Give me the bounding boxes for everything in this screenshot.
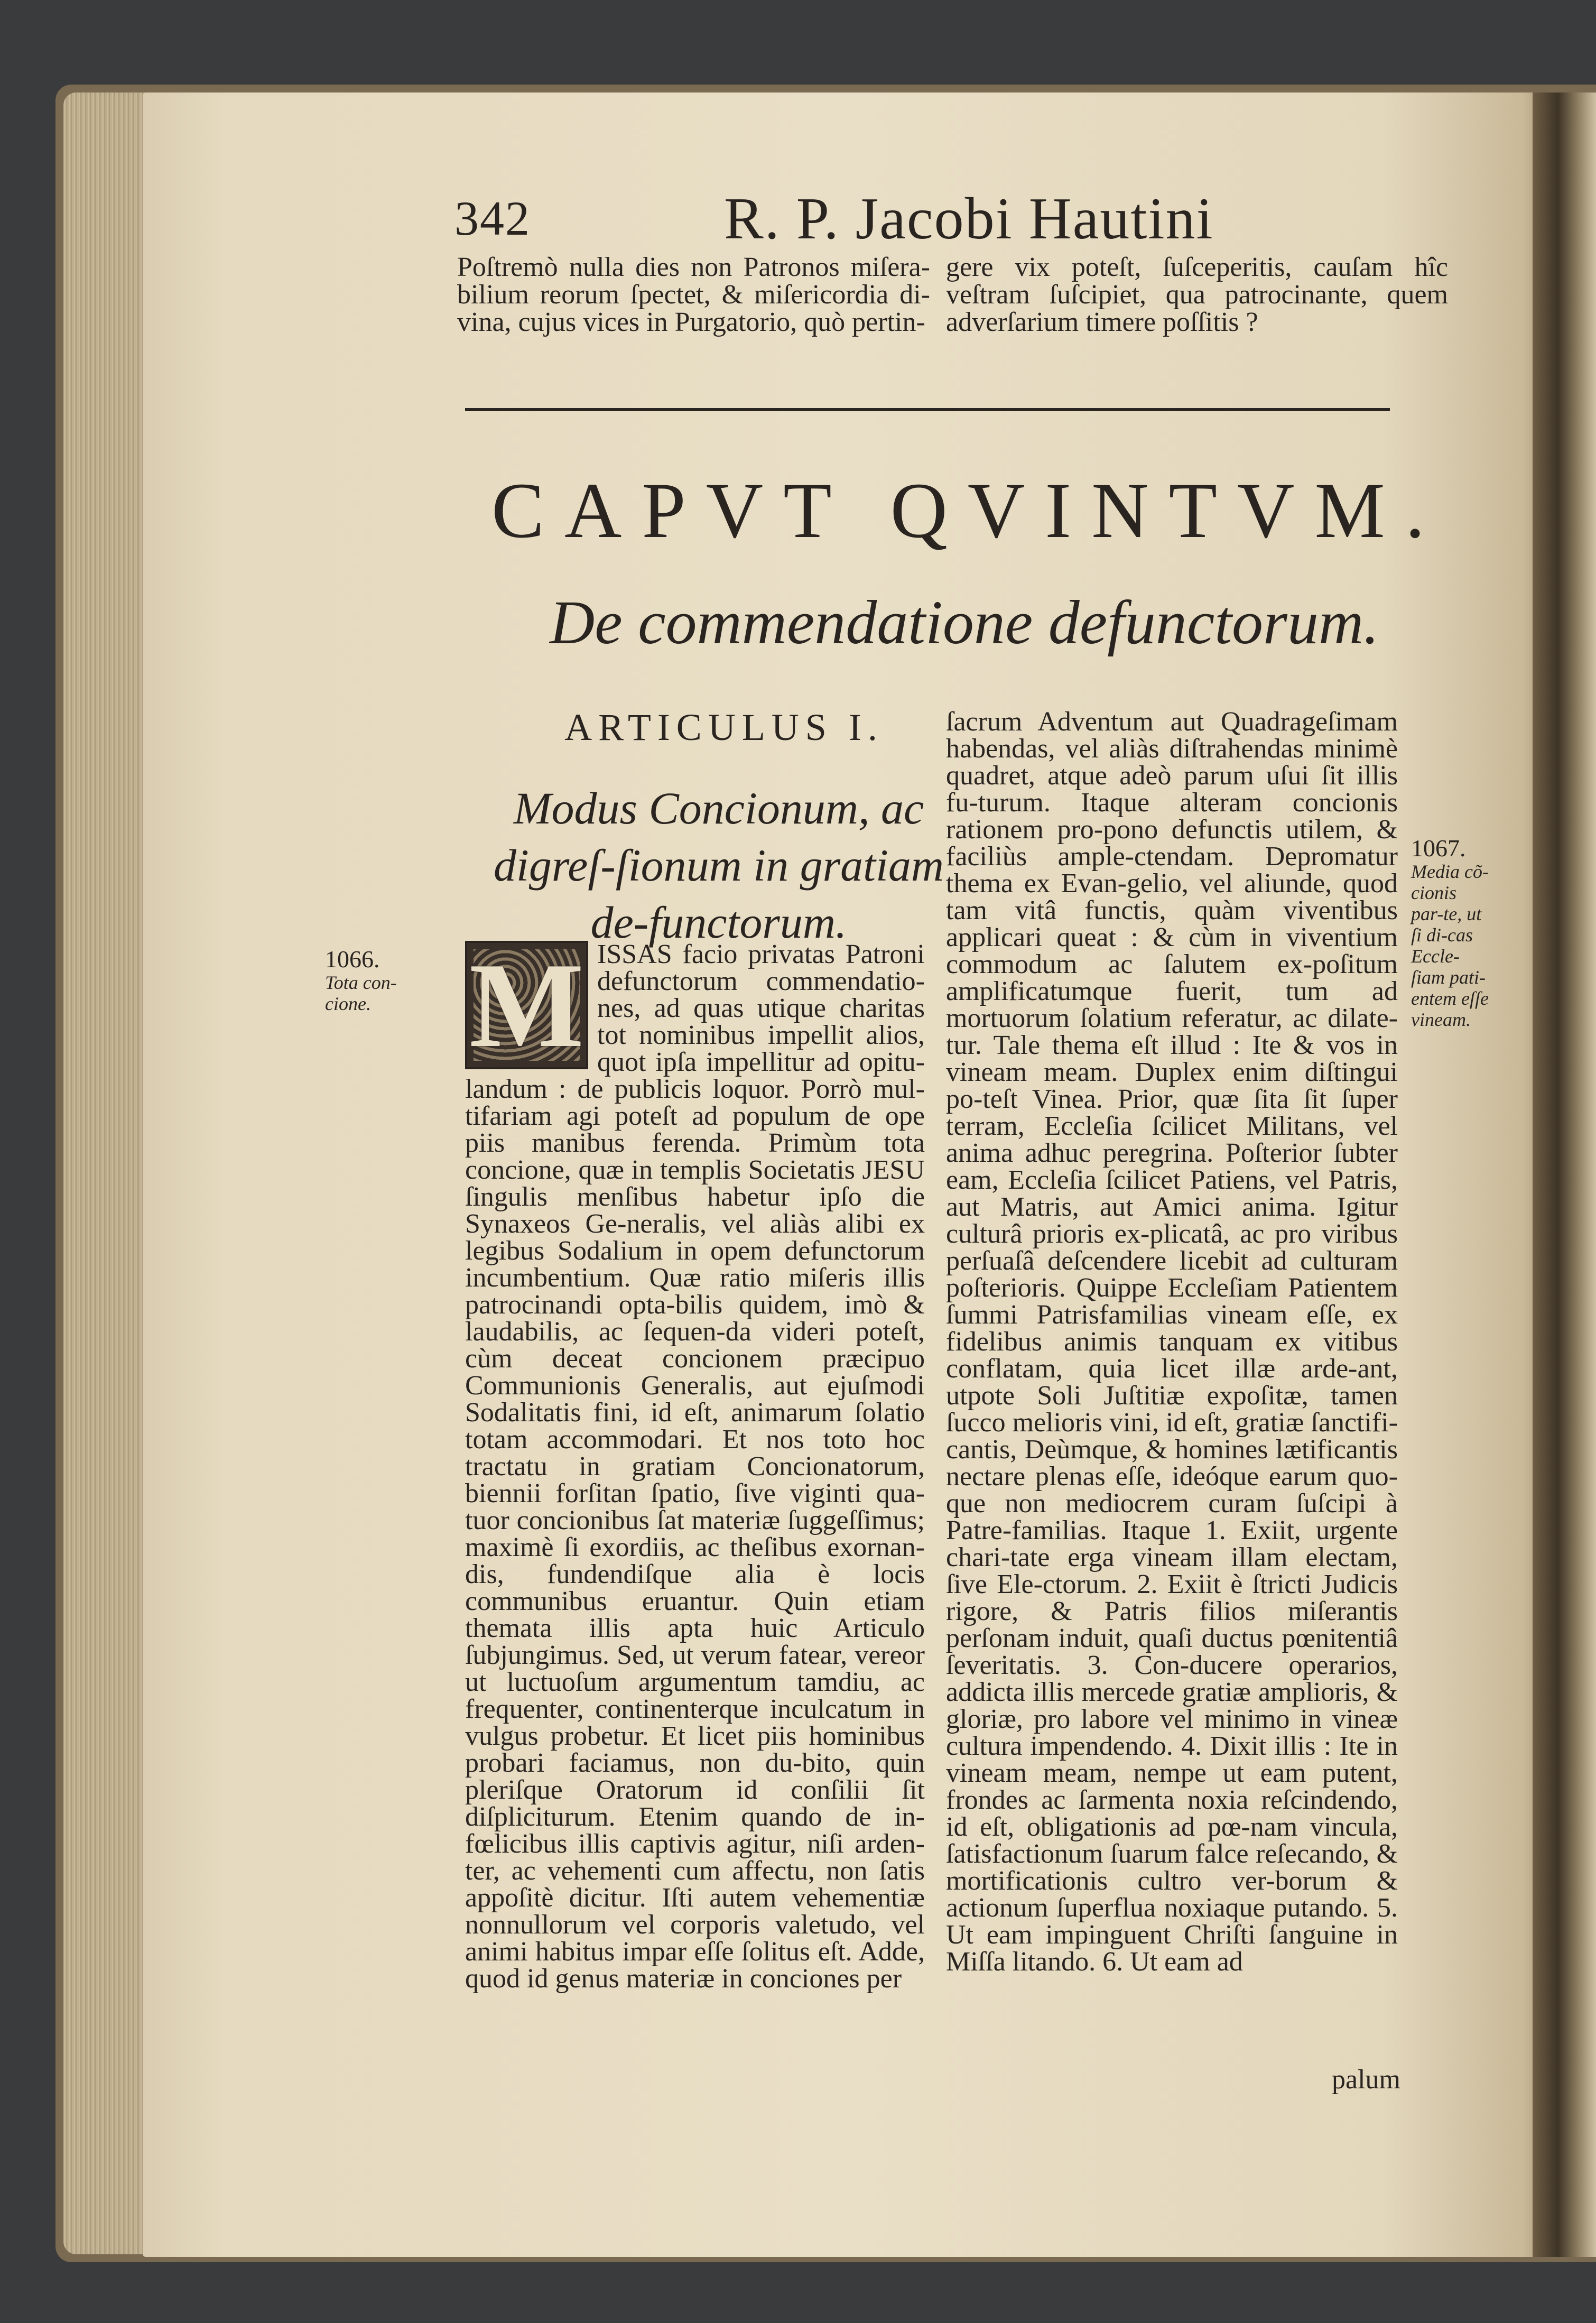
continuation-left-text: Poſtremò nulla dies non Patronos miſera-bilium reorum ſpectet, & miſericordia di-vina, cujus vices in Purgatorio, quò pertin- — [457, 252, 930, 337]
decorated-initial — [465, 937, 588, 1072]
body-left-text: ISSAS facio privatas Patroni defunctorum commendatio-nes, ad quas utique charitas tot nominibus impellit alios, quot ipſa impellitur ad opitu-landum : de publicis loquor. Porrò mul-tifariam agi poteſt ad populum de ope piis manibus ferenda. Primùm tota concione, quæ in templis Societatis JESU ſingulis menſibus habetur ipſo die Synaxeos Ge-neralis, vel aliàs alibi ex legibus Sodalium in opem defunctorum incumbentium. Quæ ratio miſeris illis patrocinandi opta-bilis quidem, imò & laudabilis, ac ſequen-da videri poteſt, cùm deceat concionem præcipuo Communionis Generalis, aut ejuſmodi Sodalitatis fini, id eſt, animarum ſolatio totam accommodari. Et nos toto hoc tractatu in gratiam Concionatorum, biennii forſitan ſpatio, ſive viginti qua-tuor concionibus ſat materiæ ſuggeſſimus; maximè ſi exordiis, ac theſibus exornan-dis, fundendiſque alia è locis communibus eruantur. Quin etiam themata illis apta huic Articulo ſubjungimus. Sed, ut verum fatear, vereor ut luctuoſum argumentum tamdiu, ac frequenter, continenterque inculcatum in vulgus probetur. Et licet piis hominibus probari faciamus, non du-bito, quin pleriſque Oratorum id conſilii ſit diſpliciturum. Etenim quando de in-fœlicibus illis captivis agitur, niſi arden-ter, ac vehementi cum affectu, non ſatis appoſitè dicitur. Iſti autem vehementiæ nonnullorum vel corporis valetudo, vel animi habitus impar eſſe ſolitus eſt. Adde, quod id genus materiæ in conciones per — [465, 941, 925, 1994]
body-right-column — [946, 708, 1398, 2093]
section-divider-rule — [465, 408, 1390, 411]
article-heading: ARTICULUS I. — [564, 706, 884, 748]
initial-letter: M — [469, 937, 584, 1072]
continuation-right-text: gere vix poteſt, ſuſceperitis, cauſam hîc veſtram ſuſcipiet, qua patrocinante, quem adverſarium timere poſſitis ? — [946, 252, 1448, 337]
margin-note-left — [325, 946, 404, 1014]
page-number: 342 — [454, 191, 531, 245]
margin-note-number: 1067. — [1411, 835, 1466, 862]
chapter-title: CAPVT QVINTVM. — [491, 467, 1445, 554]
margin-note-text: Media cõ-cionis par-te, ut ſi di-cas Eccle-ſiam pati-entem eſſe vineam. — [1411, 861, 1489, 1030]
book-gutter — [1533, 92, 1596, 2257]
margin-note-right — [1411, 835, 1490, 1030]
continuation-left-column — [457, 254, 930, 336]
margin-note-number: 1066. — [325, 946, 380, 973]
continuation-right-column — [946, 254, 1448, 336]
margin-note-text: Tota con-cione. — [325, 972, 397, 1014]
catchword: palum — [1332, 2065, 1400, 2095]
page-fore-edge — [63, 92, 148, 2254]
running-head: R. P. Jacobi Hautini — [724, 186, 1214, 252]
body-left-column — [465, 937, 925, 2056]
chapter-subtitle: De commendatione defunctorum. — [550, 588, 1379, 657]
body-right-text: ſacrum Adventum aut Quadrageſimam habendas, vel aliàs diſtrahendas minimè quadret, atque adeò parum uſui ſit illis fu-turum. Itaque alteram concionis rationem pro-pono defunctis utilem, & faciliùs ample-ctendam. Depromatur thema ex Evan-gelio, vel aliunde, quod tam vitâ functis, quàm viventibus applicari queat : & cùm in viventium commodum ac ſalutem ex-poſitum amplificatumque fuerit, tum ad mortuorum ſolatium referatur, ac dilate-tur. Tale thema eſt illud : Ite & vos in vineam meam. Duplex enim diſtingui po-teſt Vinea. Prior, quæ ſita ſit ſuper terram, Eccleſia ſcilicet Militans, vel anima adhuc peregrina. Poſterior ſubter eam, Eccleſia ſcilicet Patiens, vel Patris, aut Matris, aut Amici anima. Igitur culturâ prioris ex-plicatâ, ac pro viribus perſuaſâ deſcendere licebit ad culturam poſterioris. Quippe Eccleſiam Patientem ſummi Patrisfamilias vineam eſſe, ex fidelibus animis tanquam ex vitibus conflatam, quia licet illæ arde-ant, utpote Soli Juſtitiæ expoſitæ, tamen ſucco melioris vini, id eſt, gratiæ ſanctifi-cantis, Deùmque, & homines lætificantis nectare plenas eſſe, ideóque earum quo-que non mediocrem curam ſuſcipi à Patre-familias. Itaque 1. Exiit, urgente chari-tate erga vineam illam electam, ſive Ele-ctorum. 2. Exiit è ſtricti Judicis rigore, & Patris filios miſerantis perſonam induit, quaſi ductus pœnitentiâ ſeveritatis. 3. Con-ducere operarios, addicta illis mercede gratiæ amplioris, & gloriæ, pro labore vel minimo in vineæ cultura impendendo. 4. Dixit illis : Ite in vineam meam, nempe ut eam putent, frondes ac ſarmenta noxia reſcindendo, id eſt, obligationis ad pœ-nam vincula, ſatisfactionum ſuarum falce reſecando, & mortificationis cultro ver-borum & actionum ſuperflua noxiaque putando. 5. Ut eam impinguent Chriſti ſanguine in Miſſa litando. 6. Ut eam ad — [946, 708, 1398, 1977]
article-subheading: Modus Concionum, ac digreſ-ſionum in gratiam de-functorum. — [493, 783, 944, 948]
